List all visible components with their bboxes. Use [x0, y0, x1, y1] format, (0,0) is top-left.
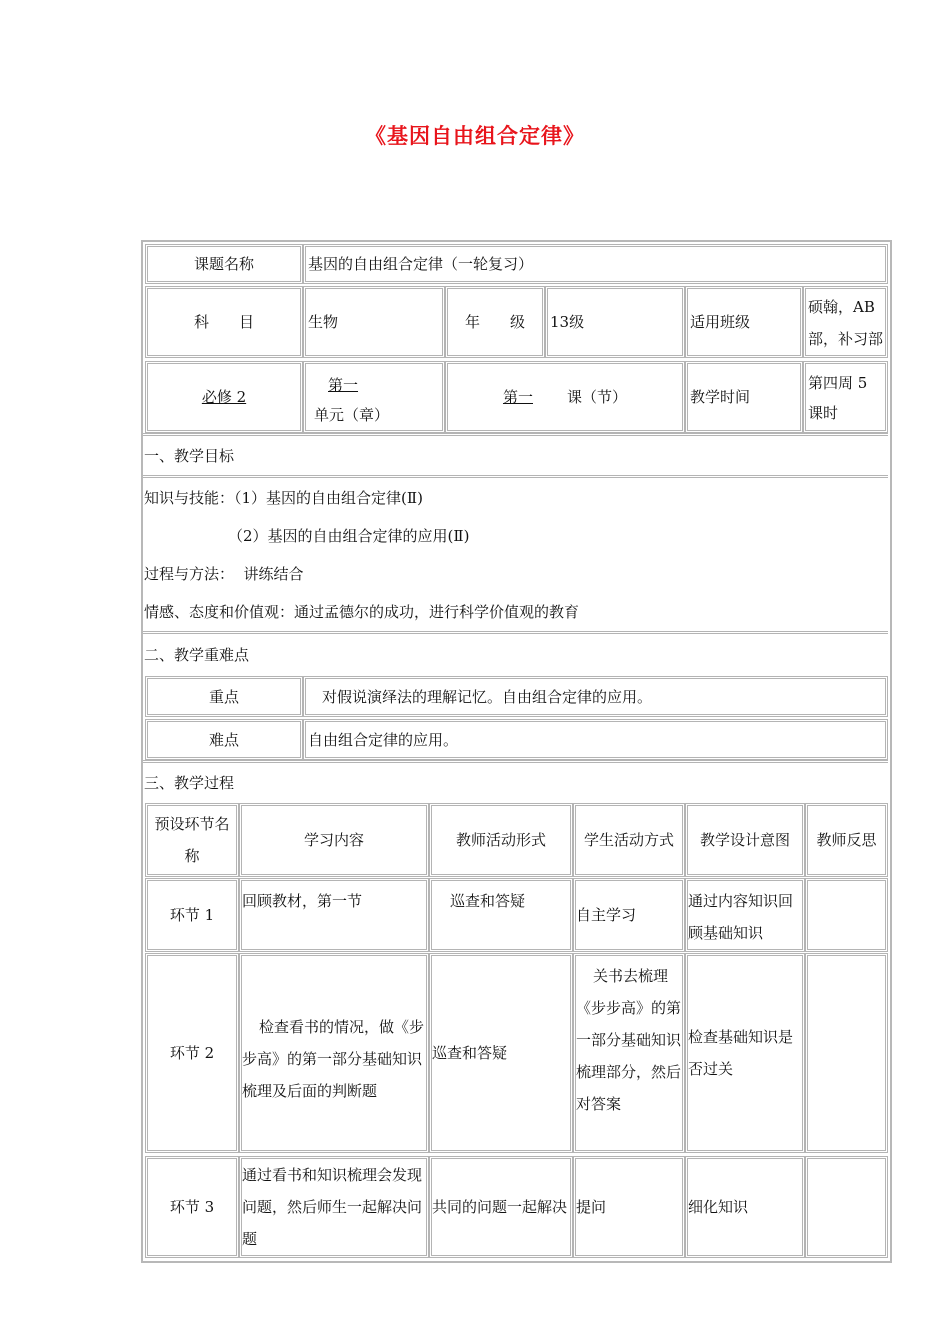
topic-value: 基因的自由组合定律（一轮复习）	[308, 255, 534, 273]
class-label-cell	[685, 286, 803, 358]
grade-value: 13级	[550, 313, 585, 331]
table-row-1-intent: 通过内容知识回顾基础知识	[685, 878, 805, 952]
separator	[143, 475, 888, 478]
key-point-value-cell	[303, 676, 888, 717]
time-value: 第四周 5 课时	[808, 374, 868, 422]
separator	[143, 433, 888, 436]
unit-value: 第一	[328, 376, 359, 394]
table-row-2-student: 关书去梳理《步步高》的第一部分基础知识梳理部分，然后对答案	[573, 953, 685, 1153]
section-3-heading: 三、教学过程	[144, 774, 235, 792]
table-row-1-reflection	[805, 878, 888, 952]
knowledge-item-1: （1）基因的自由组合定律(Ⅱ)	[234, 489, 423, 507]
column-header-content: 学习内容	[239, 803, 429, 877]
column-header-reflection: 教师反思	[805, 803, 888, 877]
table-row-3-stage: 环节 3	[145, 1156, 239, 1258]
module-value: 必修 2	[201, 388, 247, 406]
table-row-1-stage: 环节 1	[145, 878, 239, 952]
subject-value: 生物	[308, 313, 339, 331]
difficult-point-value: 自由组合定律的应用。	[308, 730, 459, 749]
column-header-intent: 教学设计意图	[685, 803, 805, 877]
unit-cell	[303, 361, 445, 433]
emotion-values: 情感、态度和价值观：通过孟德尔的成功，进行科学价值观的教育	[144, 603, 580, 621]
table-row-1-teacher: 巡查和答疑	[429, 878, 573, 952]
topic-label-cell	[145, 244, 303, 284]
section-2-heading: 二、教学重难点	[144, 646, 250, 664]
key-point-value: 对假说演绎法的理解记忆。自由组合定律的应用。	[322, 687, 653, 706]
class-value: 硕翰，AB部，补习部	[808, 298, 884, 348]
process-method: 过程与方法： 讲练结合	[144, 565, 304, 583]
grade-label-cell	[445, 286, 545, 358]
grade-value-cell	[545, 286, 685, 358]
table-row-1-student: 自主学习	[573, 878, 685, 952]
key-point-label: 重点	[208, 687, 239, 706]
table-row-3-reflection	[805, 1156, 888, 1258]
unit-suffix: 单元（章）	[314, 406, 390, 424]
table-row-3-intent: 细化知识	[685, 1156, 805, 1258]
difficult-point-value-cell	[303, 719, 888, 760]
subject-label-cell	[145, 286, 303, 358]
section-1-heading: 一、教学目标	[144, 447, 235, 465]
table-row-2-reflection	[805, 953, 888, 1153]
time-label-cell	[685, 361, 803, 433]
table-row-2-intent: 检查基础知识是否过关	[685, 953, 805, 1153]
grade-label: 年 级	[464, 313, 525, 331]
lesson-cell	[445, 361, 685, 433]
class-label: 适用班级	[690, 313, 751, 331]
table-row-2-content: 检查看书的情况，做《步步高》的第一部分基础知识梳理及后面的判断题	[239, 953, 429, 1153]
column-header-teacher: 教师活动形式	[429, 803, 573, 877]
table-row-2-stage: 环节 2	[145, 953, 239, 1153]
knowledge-line-1	[144, 486, 423, 510]
separator	[143, 631, 888, 634]
column-header-student: 学生活动方式	[573, 803, 685, 877]
key-point-label-cell	[145, 676, 303, 717]
knowledge-label: 知识与技能：	[144, 489, 235, 507]
module-cell	[145, 361, 303, 433]
difficult-point-label-cell	[145, 719, 303, 760]
table-row-3-student: 提问	[573, 1156, 685, 1258]
subject-value-cell	[303, 286, 445, 358]
lesson-suffix: 课（节）	[567, 388, 628, 406]
difficult-point-label: 难点	[208, 730, 239, 749]
table-row-1-content: 回顾教材，第一节	[239, 878, 429, 952]
subject-label: 科 目	[193, 313, 254, 331]
table-row-3-content: 通过看书和知识梳理会发现问题，然后师生一起解决问题	[239, 1156, 429, 1258]
topic-label: 课题名称	[193, 255, 254, 273]
table-row-3-teacher: 共同的问题一起解决	[429, 1156, 573, 1258]
document-title: 《基因自由组合定律》	[365, 123, 585, 148]
column-header-stage: 预设环节名称	[145, 803, 239, 877]
class-value-cell	[803, 286, 888, 358]
topic-value-cell	[303, 244, 888, 284]
table-row-2-teacher: 巡查和答疑	[429, 953, 573, 1153]
knowledge-item-2: （2）基因的自由组合定律的应用(Ⅱ)	[228, 527, 470, 545]
separator	[143, 760, 888, 763]
lesson-value: 第一	[502, 388, 533, 406]
time-label: 教学时间	[690, 388, 751, 406]
time-value-cell	[803, 361, 888, 433]
